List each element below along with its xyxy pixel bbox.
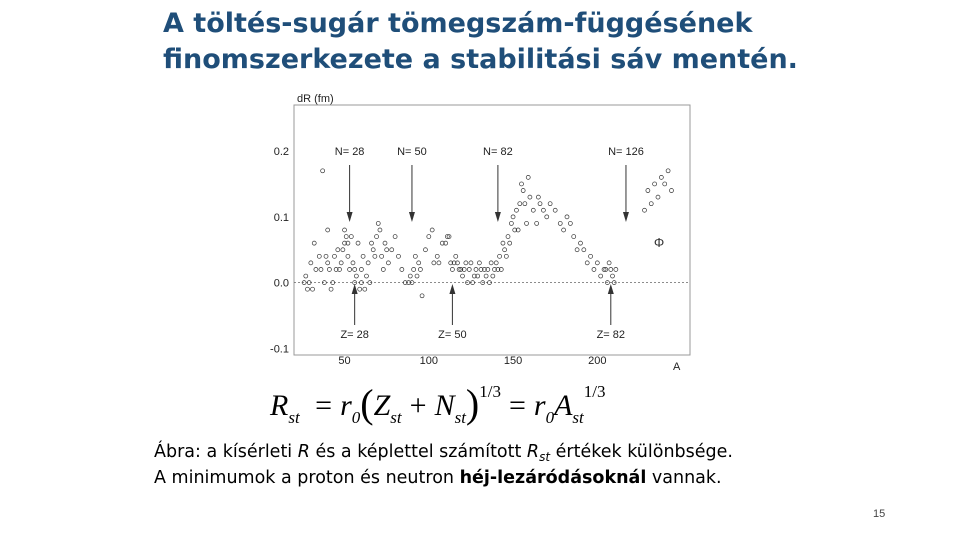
data-point	[521, 189, 525, 193]
data-point	[396, 254, 400, 258]
data-point	[305, 287, 309, 291]
caption-r: R	[297, 442, 310, 462]
formula-r0-sub: 0	[351, 408, 361, 427]
data-point	[324, 254, 328, 258]
data-point	[501, 241, 505, 245]
data-point	[381, 267, 385, 271]
data-point	[375, 235, 379, 239]
title-line-1: A töltés-sugár tömegszám-függésének	[163, 8, 753, 39]
data-point	[359, 267, 363, 271]
x-tick-label: 150	[503, 355, 523, 367]
data-point	[553, 208, 557, 212]
data-point	[373, 254, 377, 258]
data-point	[538, 202, 542, 206]
data-point	[514, 208, 518, 212]
data-point	[464, 261, 468, 265]
formula-lhs-sub: st	[288, 408, 300, 427]
data-point	[504, 254, 508, 258]
data-point	[332, 254, 336, 258]
formula-a: A	[554, 389, 573, 422]
data-point	[346, 254, 350, 258]
formula-plus: +	[409, 389, 427, 422]
x-tick-label: 200	[588, 355, 607, 367]
data-point	[649, 202, 653, 206]
data-point	[511, 215, 515, 219]
caption-text-e: vannak.	[646, 468, 722, 488]
formula-z: Z	[373, 389, 391, 422]
data-point	[572, 235, 576, 239]
data-point	[589, 254, 593, 258]
data-point	[383, 241, 387, 245]
data-point	[568, 221, 572, 225]
data-point	[400, 267, 404, 271]
formula-exp: 1/3	[479, 382, 501, 401]
data-point	[386, 261, 390, 265]
data-point	[339, 261, 343, 265]
data-point	[491, 274, 495, 278]
data-point	[477, 261, 481, 265]
formula-lparen: (	[360, 381, 374, 426]
data-point	[326, 228, 330, 232]
data-point	[609, 267, 613, 271]
formula-n-sub: st	[454, 408, 466, 427]
data-point	[578, 241, 582, 245]
data-point	[659, 175, 663, 179]
data-point	[354, 274, 358, 278]
top-annotation-arrowhead	[409, 212, 415, 222]
data-point	[646, 189, 650, 193]
data-point	[370, 241, 374, 245]
data-point	[523, 202, 527, 206]
plot-frame	[294, 105, 690, 355]
data-point	[474, 267, 478, 271]
data-point	[435, 254, 439, 258]
data-point	[412, 267, 416, 271]
data-point	[390, 248, 394, 252]
formula-n: N	[434, 389, 455, 422]
formula-rparen: )	[465, 381, 480, 426]
formula-r0b-sub: 0	[545, 408, 555, 427]
data-point	[614, 267, 618, 271]
data-points	[302, 169, 673, 298]
bottom-annotation-label: Z= 50	[438, 329, 467, 341]
error-bar-symbol	[654, 235, 664, 250]
radius-formula	[270, 378, 606, 425]
page-number: 15	[873, 508, 886, 520]
formula-eq1: =	[315, 389, 333, 422]
y-tick-label: 0.1	[273, 211, 289, 224]
data-point	[508, 241, 512, 245]
data-point	[582, 248, 586, 252]
data-point	[317, 254, 321, 258]
data-point	[417, 261, 421, 265]
data-point	[353, 267, 357, 271]
data-point	[312, 241, 316, 245]
data-point	[420, 294, 424, 298]
data-point	[558, 221, 562, 225]
data-point	[599, 274, 603, 278]
top-annotation-label: N= 28	[334, 146, 365, 158]
data-point	[519, 182, 523, 186]
caption-line-1	[154, 440, 733, 466]
data-point	[343, 228, 347, 232]
data-point	[348, 267, 352, 271]
data-point	[304, 274, 308, 278]
y-tick-label: -0.1	[270, 343, 289, 356]
data-point	[385, 248, 389, 252]
top-annotation-arrowhead	[623, 212, 629, 222]
bottom-annotation-label: Z= 28	[340, 329, 369, 341]
data-point	[607, 261, 611, 265]
data-point	[489, 261, 493, 265]
data-point	[415, 274, 419, 278]
data-point	[344, 235, 348, 239]
data-point	[643, 208, 647, 212]
formula-eq2: =	[508, 389, 526, 422]
data-point	[484, 274, 488, 278]
data-point	[656, 195, 660, 199]
data-point	[311, 287, 315, 291]
data-point	[575, 248, 579, 252]
data-point	[595, 261, 599, 265]
top-annotation-arrowhead	[347, 212, 353, 222]
data-point	[326, 261, 330, 265]
data-point	[366, 261, 370, 265]
x-tick-label: 100	[419, 355, 438, 367]
data-point	[358, 287, 362, 291]
data-point	[309, 261, 313, 265]
bottom-annotation-arrowhead	[608, 284, 614, 294]
data-point	[528, 195, 532, 199]
error-bar-glyph: Φ	[653, 235, 665, 250]
data-point	[376, 221, 380, 225]
data-point	[541, 208, 545, 212]
data-point	[506, 235, 510, 239]
data-point	[585, 261, 589, 265]
data-point	[361, 254, 365, 258]
x-tick-label: 50	[338, 355, 351, 367]
data-point	[525, 221, 529, 225]
data-point	[592, 267, 596, 271]
caption-text-c: értékek különbsége.	[550, 442, 733, 462]
neutron-shell-annotations	[335, 146, 644, 222]
data-point	[503, 248, 507, 252]
data-point	[321, 169, 325, 173]
data-point	[378, 228, 382, 232]
bottom-annotation-arrowhead	[449, 284, 455, 294]
caption-rst: R	[526, 442, 540, 462]
data-point	[450, 267, 454, 271]
data-point	[535, 221, 539, 225]
data-point	[413, 254, 417, 258]
top-annotation-arrowhead	[495, 212, 501, 222]
proton-shell-annotations	[340, 284, 625, 341]
y-tick-label: 0.0	[273, 277, 289, 290]
formula-lhs: R	[270, 389, 289, 422]
data-point	[418, 267, 422, 271]
data-point	[336, 248, 340, 252]
data-point	[536, 195, 540, 199]
data-point	[454, 254, 458, 258]
data-point	[469, 261, 473, 265]
data-point	[562, 228, 566, 232]
top-annotation-label: N= 50	[397, 146, 427, 158]
formula-z-sub: st	[390, 408, 402, 427]
formula-exp2: 1/3	[583, 382, 606, 401]
data-point	[393, 235, 397, 239]
y-ticks	[270, 146, 289, 355]
data-point	[363, 287, 367, 291]
data-point	[432, 261, 436, 265]
data-point	[341, 248, 345, 252]
data-point	[467, 267, 471, 271]
y-tick-label: 0.2	[273, 146, 289, 159]
data-point	[319, 267, 323, 271]
formula-r0b: r	[533, 389, 546, 422]
caption-bold: héj-lezáródásoknál	[459, 468, 647, 488]
data-point	[427, 235, 431, 239]
data-point	[666, 169, 670, 173]
data-point	[356, 241, 360, 245]
top-annotation-label: N= 126	[608, 146, 644, 158]
data-point	[545, 215, 549, 219]
bottom-annotation-arrowhead	[352, 284, 358, 294]
data-point	[494, 261, 498, 265]
data-point	[423, 248, 427, 252]
bottom-annotation-label: Z= 82	[596, 329, 626, 341]
caption-rst-sub: st	[539, 450, 551, 464]
caption-text-b: és a képlettel számított	[309, 442, 527, 462]
caption-text-d: A minimumok a proton és neutron	[154, 468, 460, 488]
data-point	[531, 208, 535, 212]
data-point	[351, 261, 355, 265]
data-point	[518, 202, 522, 206]
caption-text-a: Ábra: a kísérleti	[154, 442, 298, 462]
x-axis-label: A	[673, 361, 681, 373]
data-point	[548, 202, 552, 206]
data-point	[329, 287, 333, 291]
data-point	[380, 254, 384, 258]
data-point	[565, 215, 569, 219]
data-point	[498, 254, 502, 258]
top-annotation-label: N= 82	[483, 146, 513, 158]
formula-a-sub: st	[572, 408, 584, 427]
data-point	[364, 274, 368, 278]
data-point	[653, 182, 657, 186]
caption-line-2	[154, 466, 733, 491]
x-ticks	[338, 355, 606, 367]
data-point	[526, 175, 530, 179]
data-point	[314, 267, 318, 271]
data-point	[371, 248, 375, 252]
data-point	[430, 228, 434, 232]
data-point	[327, 267, 331, 271]
title-line-2: finomszerkezete a stabilitási sáv mentén.	[163, 44, 798, 75]
data-point	[437, 261, 441, 265]
figure-caption	[154, 440, 733, 491]
data-point	[408, 274, 412, 278]
data-point	[610, 274, 614, 278]
data-point	[349, 235, 353, 239]
data-point	[509, 221, 513, 225]
data-point	[669, 189, 673, 193]
y-axis-label: dR (fm)	[297, 93, 334, 105]
data-point	[663, 182, 667, 186]
formula-r0: r	[340, 389, 352, 422]
data-point	[461, 274, 465, 278]
